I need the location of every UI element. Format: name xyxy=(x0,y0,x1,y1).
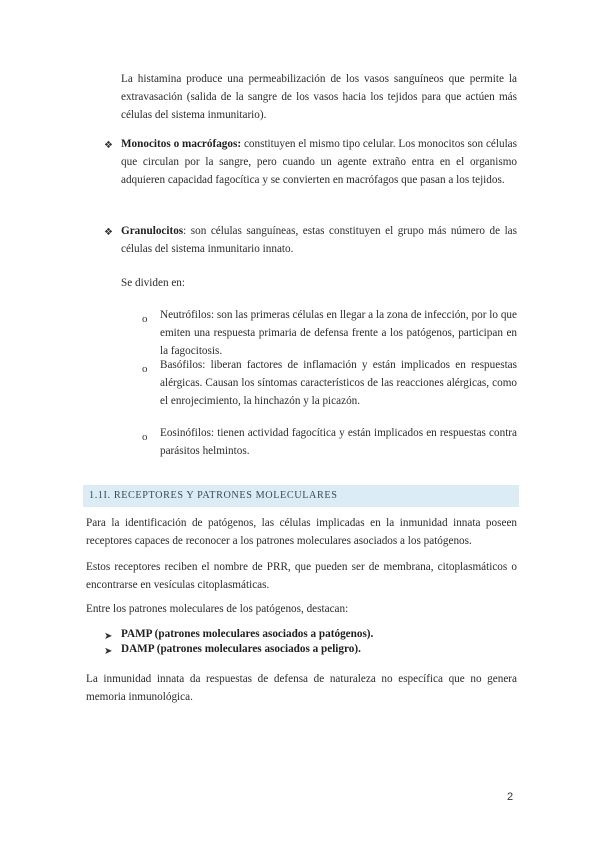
bullet-monocitos xyxy=(121,135,517,189)
bullet-text: constituyen el mismo tipo celular. Los monocitos son células que circulan por la sangre, pero cuando un agente extraño entra en el organismo adquieren capacidad fagocítica y se convierten en macrófagos que pasan a los tejidos. xyxy=(121,138,517,186)
intro-paragraph: La histamina produce una permeabilización de los vasos sanguíneos que permite la extravasación (salida de la sangre de los vasos hacia los tejidos para que actúen más células del sistema inmunitario). xyxy=(121,73,517,121)
se-dividen-label: Se dividen en: xyxy=(121,277,186,289)
sub-item-marker: o xyxy=(142,313,148,325)
page-number: 2 xyxy=(507,791,514,803)
bullet-text: : son células sanguíneas, estas constituyen el grupo más número de las células del sistema inmunitario innato. xyxy=(121,225,517,255)
sub-item-eosinofilos: Eosinófilos: tienen actividad fagocítica y están implicados en respuestas contra parásitos helmintos. xyxy=(160,427,517,457)
sub-item-basofilos: Basófilos: liberan factores de inflamación y están implicados en respuestas alérgicas. Causan los síntomas característicos de las reacciones alérgicas, como el enrojecimiento, la hinchazón y la picazón. xyxy=(160,359,517,407)
arrow-bullet-icon: ➤ xyxy=(104,631,113,642)
bullet-term: Granulocitos xyxy=(121,225,184,237)
body-paragraph-4: La inmunidad innata da respuestas de defensa de naturaleza no específica que no genera memoria inmunológica. xyxy=(86,673,517,703)
bullet-term: Monocitos o macrófagos: xyxy=(121,138,242,150)
body-paragraph-3: Entre los patrones moleculares de los patógenos, destacan: xyxy=(86,603,349,615)
section-title: 1.1I. RECEPTORES Y PATRONES MOLECULARES xyxy=(89,490,338,501)
diamond-bullet-icon: ❖ xyxy=(104,227,113,238)
body-paragraph-1: Para la identificación de patógenos, las células implicadas en la inmunidad innata poseen receptores capaces de reconocer a los patrones moleculares asociados a los patógenos. xyxy=(86,517,517,547)
sub-item-neutrofilos: Neutrófilos: son las primeras células en llegar a la zona de infección, por lo que emiten una respuesta primaria de defensa frente a los patógenos, participan en la fagocitosis. xyxy=(160,309,517,357)
body-paragraph-2: Estos receptores reciben el nombre de PRR, que pueden ser de membrana, citoplasmáticos o encontrarse en vesículas citoplasmáticas. xyxy=(86,561,517,591)
arrow-item-damp: DAMP (patrones moleculares asociados a peligro). xyxy=(121,643,361,655)
sub-item-marker: o xyxy=(142,363,148,375)
sub-item-marker: o xyxy=(142,431,148,443)
diamond-bullet-icon: ❖ xyxy=(104,140,113,151)
arrow-item-pamp: PAMP (patrones moleculares asociados a patógenos). xyxy=(121,628,374,640)
arrow-bullet-icon: ➤ xyxy=(104,646,113,657)
bullet-granulocitos xyxy=(121,222,517,258)
section-header xyxy=(83,485,519,507)
